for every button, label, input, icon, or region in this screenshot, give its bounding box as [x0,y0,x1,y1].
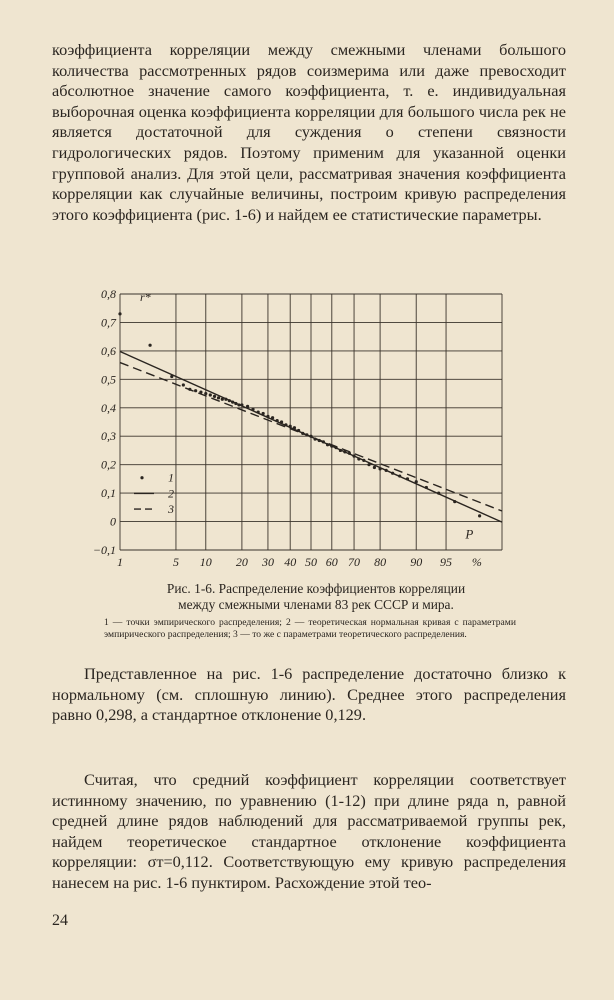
data-point [213,395,216,398]
data-point [437,492,440,495]
data-point [251,408,254,411]
figure-caption-line1: Рис. 1-6. Распределение коэффициентов корреляции [166,581,466,596]
y-tick-label: −0,1 [92,543,116,557]
data-point [204,392,207,395]
chart-grid [120,294,502,550]
data-point [398,474,401,477]
data-point [188,388,191,391]
data-point [297,429,300,432]
data-point [148,344,151,347]
data-point [305,433,308,436]
data-point [301,432,304,435]
data-point [194,389,197,392]
data-point [378,467,381,470]
data-point [357,457,360,460]
page-number: 24 [52,912,68,929]
x-tick-label: 1 [117,555,123,569]
x-tick-label: 40 [284,555,297,569]
data-point [343,450,346,453]
x-tick-label: 50 [305,555,317,569]
data-point [240,403,243,406]
y-tick-label: 0,7 [101,315,116,330]
correlation-distribution-chart [82,282,522,577]
data-point [391,472,394,475]
data-point [182,383,185,386]
data-point [289,425,292,428]
legend-label: 2 [168,486,174,501]
data-point [314,437,317,440]
data-point [221,398,224,401]
data-point [217,396,220,399]
y-tick-label: 0,3 [101,429,116,444]
data-point [322,440,325,443]
chart-legend [134,471,174,516]
figure-caption-line2: между смежными членами 83 рек СССР и мира. [178,597,454,612]
data-point [309,435,312,438]
data-point [348,452,351,455]
data-point [231,400,234,403]
data-point [228,399,231,402]
data-point [284,423,287,426]
x-tick-label: 60 [325,555,338,569]
x-tick-label: 70 [348,555,361,569]
paragraph-intro: коэффициента корреляции между смежными членами большого количества рассмотренных рядов соизмерима или даже превосходит абсолютное значение самого коэффициента, т. е. индивидуальная выборочная оценка коэффициента корреляции для большого числа рек не является достаточной для суждения о степени связности гидрологических рядов. Поэтому применим для указанной оценки групповой анализ. Для этой цели, рассматривая значения коэффициента корреляции как случайные величины, построим кривую распределения этого коэффициента (рис. 1-6) и найдем ее статистические параметры. [52,40,566,224]
x-tick-label: 80 [374,555,387,569]
data-point [246,405,249,408]
data-point [352,455,355,458]
data-point [334,446,337,449]
x-tick-label: 10 [199,555,212,569]
legend-label: 3 [168,502,174,517]
data-point [237,403,240,406]
x-axis-unit: % [471,555,482,569]
data-point [326,443,329,446]
data-point [478,514,481,517]
data-point [339,449,342,452]
data-point [262,412,265,415]
data-point [118,312,121,315]
x-tick-label: 95 [440,555,453,569]
x-tick-label: 20 [235,555,248,569]
paragraph-distribution: Представленное на рис. 1-6 распределение достаточно близко к нормальному (см. сплошную линию). Среднее этого распределения равно 0,298, а стандартное отклонение 0,129. [52,664,566,725]
data-point [293,426,296,429]
y-tick-label: 0 [110,514,116,529]
data-point [224,398,227,401]
data-point [209,393,212,396]
data-point [367,463,370,466]
data-point [280,420,283,423]
y-tick-label: 0,1 [101,486,116,501]
y-tick-label: 0,4 [101,400,116,415]
data-point [170,375,173,378]
x-tick-labels [117,555,452,569]
data-point [362,459,365,462]
data-point [425,486,428,489]
paragraph-theoretical: Считая, что средний коэффициент корреляции соответствует истинному значению, по уравнению (1-12) при длине ряда n, равной средней длине рядов наблюдений для рассматриваемой группы рек, найдем теоретическое стандартное отклонение коэффициента корреляции: σт=0,112. Соответствующую ему кривую распределения нанесем на рис. 1-6 пунктиром. Расхождение этой тео- [52,770,566,892]
data-point [415,480,418,483]
figure-legend-note: 1 — точки эмпирического распределения; 2 — теоретическая нормальная кривая с параметрами эмпирического распределения; 3 — то же с параметрами теоретического распределения. [104,617,516,641]
legend-marker-points [140,476,143,479]
x-tick-label: 30 [261,555,274,569]
data-point [266,415,269,418]
data-point [271,416,274,419]
data-point [234,402,237,405]
y-axis-symbol: r* [140,290,151,305]
data-point [385,469,388,472]
data-point [318,439,321,442]
x-axis-symbol: P [465,526,474,542]
legend-label: 1 [168,470,174,485]
y-tick-label: 0,8 [101,287,116,301]
data-point [406,477,409,480]
data-point [373,466,376,469]
data-point [276,419,279,422]
y-tick-label: 0,2 [101,457,116,472]
x-tick-label: 90 [410,555,423,569]
y-tick-label: 0,5 [101,372,116,387]
data-point [257,410,260,413]
y-tick-label: 0,6 [101,343,116,358]
data-point [330,445,333,448]
x-tick-label: 5 [172,555,179,569]
data-point [199,391,202,394]
data-point [453,500,456,503]
y-tick-labels [93,287,117,557]
